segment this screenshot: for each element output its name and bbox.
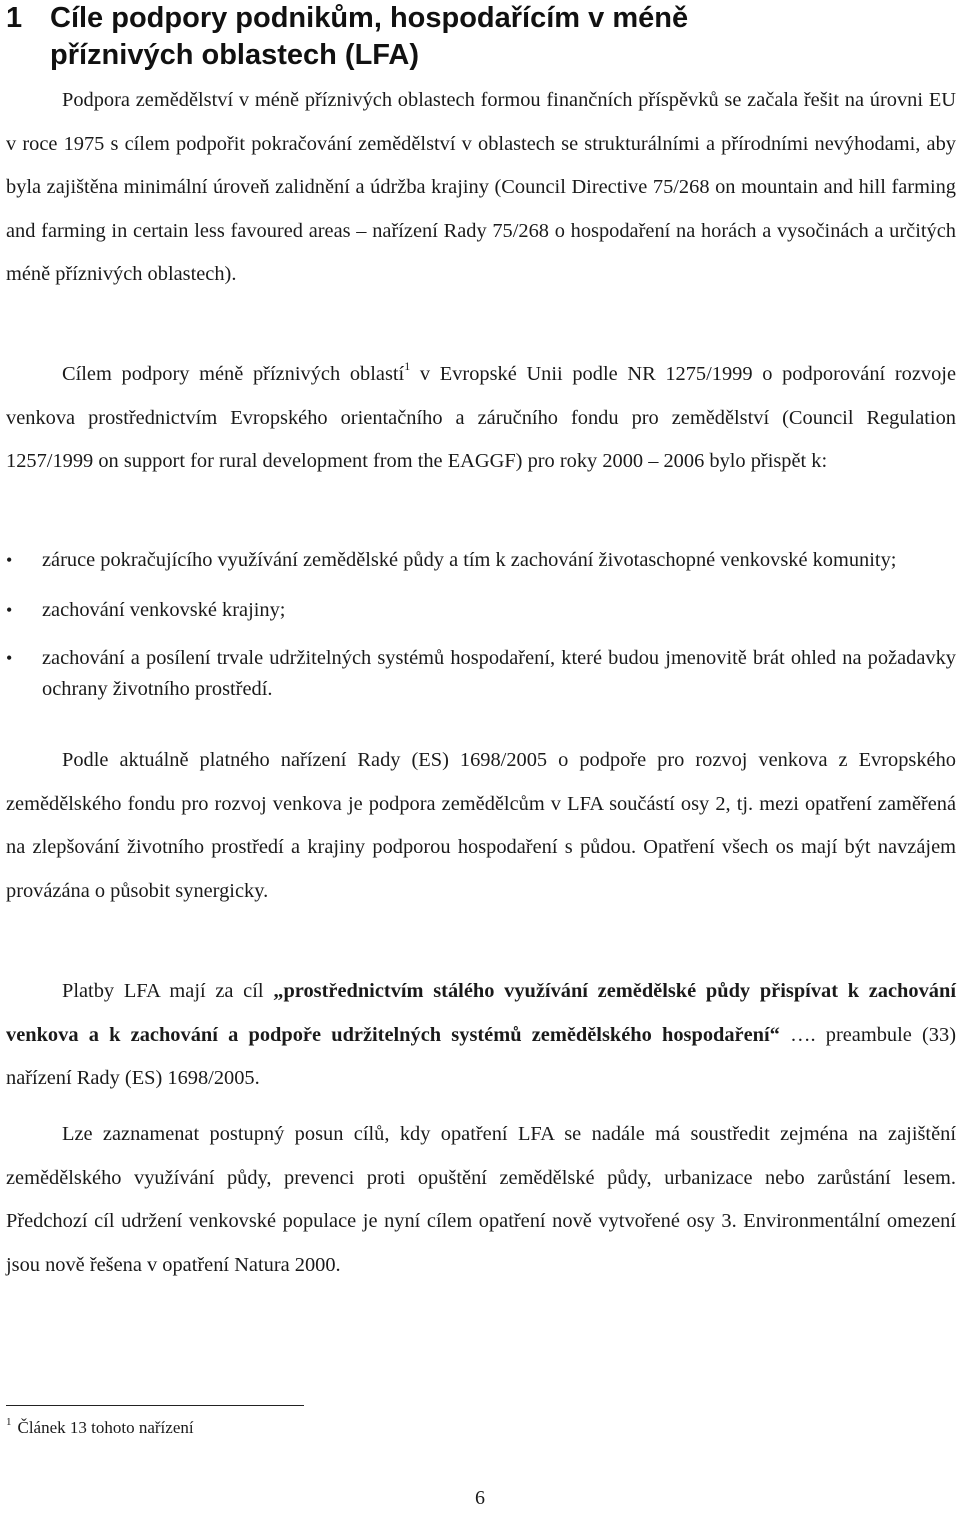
paragraph-2 [6, 353, 956, 484]
footnote-reference: 1 [404, 359, 411, 373]
quoted-objective: „prostřednictvím stálého využívání zemědělské půdy přispívat k zachování venkova a k zachování a podpoře udržitelných systémů zemědělského hospodaření“ [6, 980, 956, 1046]
list-item [6, 545, 956, 576]
footnote-separator [6, 1405, 304, 1406]
bullet-glyph: • [6, 550, 13, 570]
paragraph-4-end: …. preambule (33) nařízení Rady (ES) 1698/2005. [6, 1023, 956, 1089]
paragraph-4 [6, 970, 956, 1101]
paragraph-4-start: Platby LFA mají za cíl [62, 980, 274, 1002]
footnote [6, 1416, 194, 1440]
list-item [6, 643, 956, 705]
list-item [6, 595, 956, 626]
list-item-text: zachování venkovské krajiny; [42, 599, 286, 621]
page-number: 6 [475, 1487, 485, 1509]
list-item-text: zachování a posílení trvale udržitelných systémů hospodaření, které budou jmenovitě brát ohled na požadavky ochrany životního prostředí. [42, 647, 956, 700]
paragraph-5: Lze zaznamenat postupný posun cílů, kdy opatření LFA se nadále má soustředit zejména na zajištění zemědělského využívání půdy, prevenci proti opuštění zemědělské půdy, urbanizace nebo zarůstání lesem. Předchozí cíl udržení venkovské populace je nyní cílem opatření nově vytvořené osy 3. Environmentální omezení jsou nově řešena v opatření Natura 2000. [6, 1123, 956, 1276]
footnote-text: Článek 13 tohoto nařízení [17, 1418, 194, 1437]
heading-line-2: příznivých oblastech (LFA) [50, 39, 419, 71]
heading-line-1: Cíle podpory podnikům, hospodařícím v méně [50, 2, 689, 34]
paragraph-1: Podpora zemědělství v méně příznivých oblastech formou finančních příspěvků se začala řešit na úrovni EU v roce 1975 s cílem podpořit pokračování zemědělství v oblastech se strukturálními a přírodními nevýhodami, aby byla zajištěna minimální úroveň zalidnění a údržba krajiny (Council Directive 75/268 on mountain and hill farming and farming in certain less favoured areas – nařízení Rady 75/268 o hospodaření na horách a vysočinách a určitých méně příznivých oblastech). [6, 89, 956, 285]
bullet-glyph: • [6, 648, 13, 668]
section-heading [6, 0, 936, 74]
bullet-list [6, 545, 956, 705]
section-number: 1 [6, 2, 23, 34]
paragraph-3: Podle aktuálně platného nařízení Rady (ES) 1698/2005 o podpoře pro rozvoj venkova z Evropského zemědělského fondu pro rozvoj venkova je podpora zemědělcům v LFA součástí osy 2, tj. mezi opatření zaměřená na zlepšování životního prostředí a krajiny podporou hospodaření s půdou. Opatření všech os mají být navzájem provázána o působit synergicky. [6, 749, 956, 902]
paragraph-2-end: v Evropské Unii podle NR 1275/1999 o podporování rozvoje venkova prostřednictvím Evropského orientačního a záručního fondu pro zemědělství (Council Regulation 1257/1999 on support for rural development from the EAGGF) pro roky 2000 – 2006 bylo přispět k: [6, 363, 956, 472]
bullet-glyph: • [6, 600, 13, 620]
footnote-marker: 1 [6, 1416, 12, 1428]
list-item-text: záruce pokračujícího využívání zemědělské půdy a tím k zachování životaschopné venkovské komunity; [42, 549, 897, 571]
paragraph-2-start: Cílem podpory méně příznivých oblastí [62, 363, 405, 385]
